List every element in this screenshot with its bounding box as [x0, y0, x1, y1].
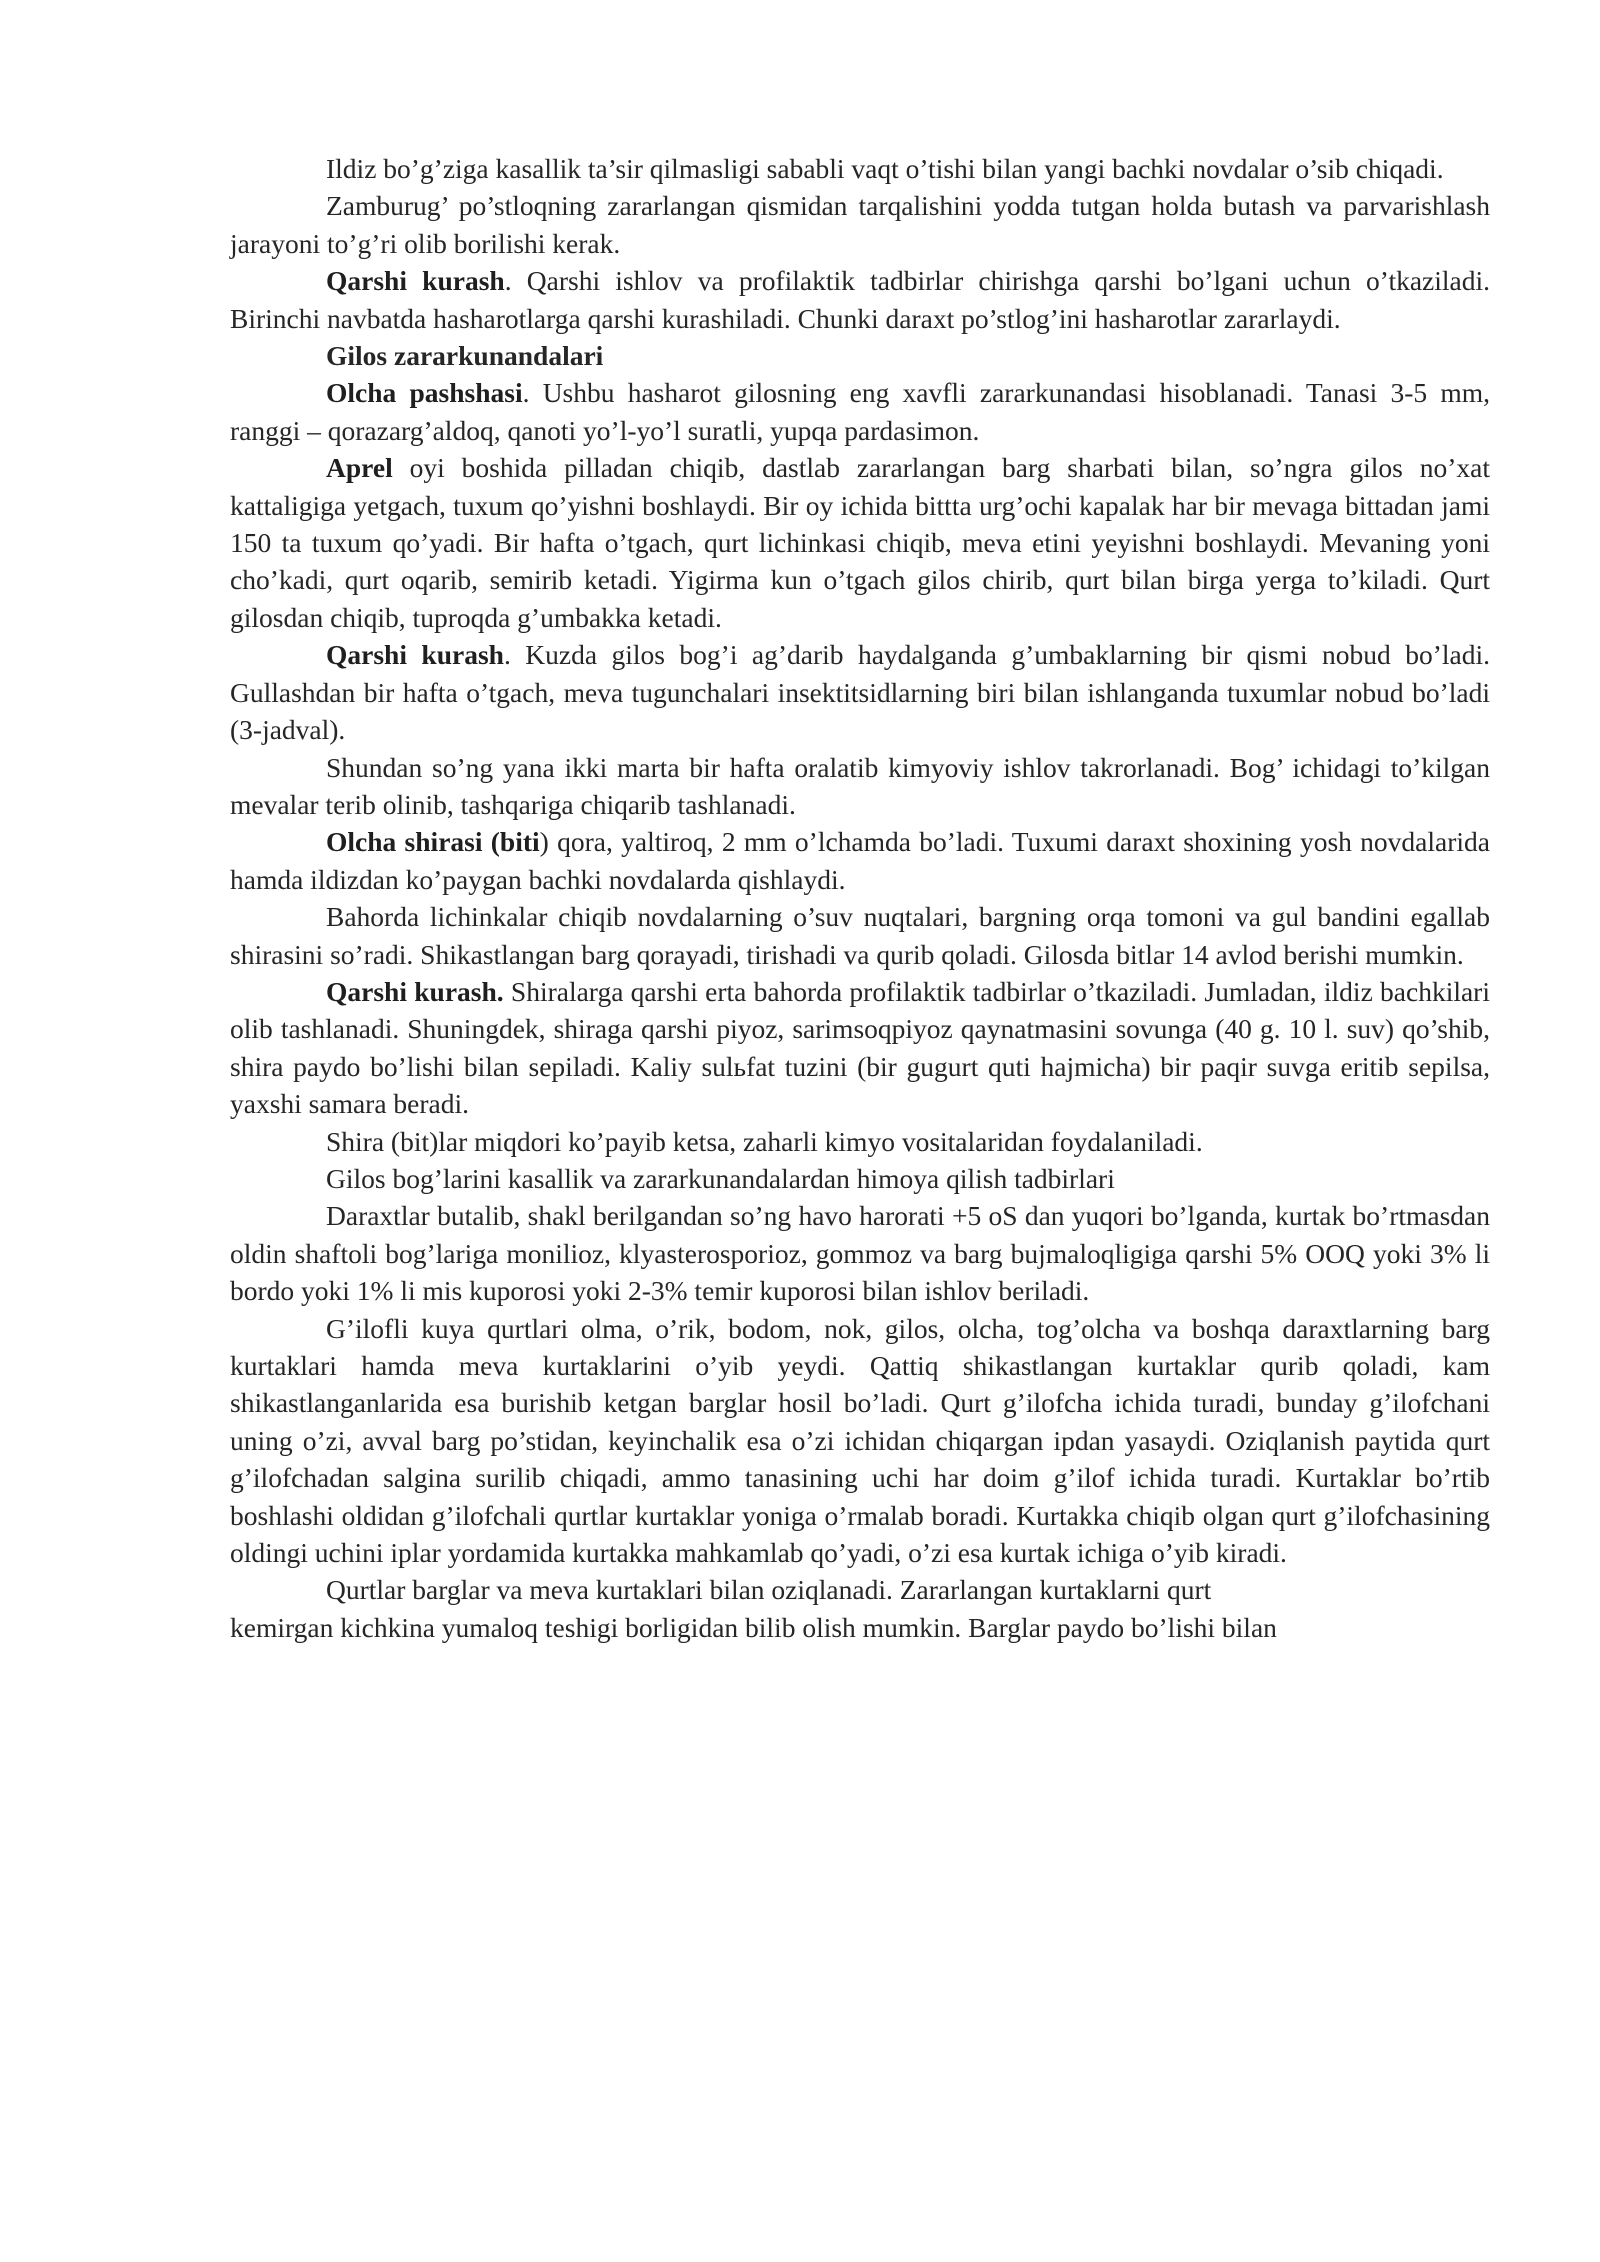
paragraph: Olcha shirasi (biti) qora, yaltiroq, 2 mm o’lchamda bo’ladi. Tuxumi daraxt shoxining yosh novdalarida hamda ildizdan ko’paygan bachki novdalarda qishlaydi. [230, 826, 1490, 895]
paragraph-lead: Olcha shirasi (biti [326, 826, 540, 858]
paragraph-lead: Aprel [326, 452, 393, 484]
paragraph: Daraxtlar butalib, shakl berilgandan so’ng havo harorati +5 oS dan yuqori bo’lganda, kurtak bo’rtmasdan oldin shaftoli bog’lariga monilioz, klyasterosporioz, gommoz va barg bujmaloqligiga qarshi 5% OOQ yoki 3% li bordo yoki 1% li mis kuporosi yoki 2-3% temir kuporosi bilan ishlov beriladi. [230, 1200, 1490, 1307]
paragraph: Aprel oyi boshida pilladan chiqib, dastlab zararlangan barg sharbati bilan, so’ngra gilos no’xat kattaligiga yetgach, tuxum qo’yishni boshlaydi. Bir oy ichida bittta urg’ochi kapalak har bir mevaga bittadan jami 150 ta tuxum qo’yadi. Bir hafta o’tgach, qurt lichinkasi chiqib, meva etini yeyishni boshlaydi. Mevaning yoni cho’kadi, qurt oqarib, semirib ketadi. Yigirma kun o’tgach gilos chirib, qurt bilan birga yerga to’kiladi. Qurt gilosdan chiqib, tuproqda g’umbakka ketadi. [230, 452, 1490, 633]
paragraph-lead: Qarshi kurash [326, 265, 505, 297]
paragraph: Zamburug’ po’stloqning zararlangan qismidan tarqalishini yodda tutgan holda butash va parvarishlash jarayoni to’g’ri olib borilishi kerak. [230, 190, 1490, 259]
paragraph-lead: Olcha pashshasi [326, 377, 523, 409]
paragraph: Qurtlar barglar va meva kurtaklari bilan oziqlanadi. Zararlangan kurtaklarni qurt [326, 1574, 1212, 1606]
paragraph: Gilos bog’larini kasallik va zararkunandalardan himoya qilish tadbirlari [326, 1162, 1115, 1194]
paragraph-lead: Qarshi kurash. [326, 975, 504, 1007]
document-page [230, 150, 1490, 1646]
paragraph: Qarshi kurash. Qarshi ishlov va profilaktik tadbirlar chirishga qarshi bo’lgani uchun o’tkaziladi. Birinchi navbatda hasharotlarga qarshi kurashiladi. Chunki daraxt po’stlog’ini hasharotlar zararlaydi. [230, 265, 1490, 334]
section-heading: Gilos zararkunandalari [326, 340, 604, 372]
paragraph-lead: Qarshi kurash [326, 639, 504, 671]
paragraph: Qarshi kurash. Shiralarga qarshi erta bahorda profilaktik tadbirlar o’tkaziladi. Jumladan, ildiz bachkilari olib tashlanadi. Shuningdek, shiraga qarshi piyoz, sarimsoqpiyoz qaynatmasini sovunga (40 g. 10 l. suv) qo’shib, shira paydo bo’lishi bilan sepiladi. Kaliy sulьfat tuzini (bir gugurt quti hajmicha) bir paqir suvga eritib sepilsa, yaxshi samara beradi. [230, 975, 1490, 1120]
paragraph: kemirgan kichkina yumaloq teshigi borligidan bilib olish mumkin. Barglar paydo bo’lishi bilan [230, 1611, 1277, 1643]
paragraph: Shira (bit)lar miqdori ko’payib ketsa, zaharli kimyo vositalaridan foydalaniladi. [326, 1125, 1203, 1157]
paragraph: Ildiz bo’g’ziga kasallik ta’sir qilmasligi sababli vaqt o’tishi bilan yangi bachki novdalar o’sib chiqadi. [326, 153, 1444, 184]
paragraph: Qarshi kurash. Kuzda gilos bog’i ag’darib haydalganda g’umbaklarning bir qismi nobud bo’ladi. Gullashdan bir hafta o’tgach, meva tugunchalari insektitsidlarning biri bilan ishlanganda tuxumlar nobud bo’ladi (3-jadval). [230, 639, 1490, 746]
paragraph: G’ilofli kuya qurtlari olma, o’rik, bodom, nok, gilos, olcha, tog’olcha va boshqa daraxtlarning barg kurtaklari hamda meva kurtaklarini o’yib yeydi. Qattiq shikastlangan kurtaklar qurib qoladi, kam shikastlanganlarida esa burishib ketgan barglar hosil bo’ladi. Qurt g’ilofcha ichida turadi, bunday g’ilofchani uning o’zi, avval barg po’stidan, keyinchalik esa o’zi ichidan chiqargan ipdan yasaydi. Oziqlanish paytida qurt g’ilofchadan salgina surilib chiqadi, ammo tanasining uchi har doim g’ilof ichida turadi. Kurtaklar bo’rtib boshlashi oldidan g’ilofchali qurtlar kurtaklar yoniga o’rmalab boradi. Kurtakka chiqib olgan qurt g’ilofchasining oldingi uchini iplar yordamida kurtakka mahkamlab qo’yadi, o’zi esa kurtak ichiga o’yib kiradi. [230, 1312, 1490, 1569]
paragraph: Bahorda lichinkalar chiqib novdalarning o’suv nuqtalari, bargning orqa tomoni va gul bandini egallab shirasini so’radi. Shikastlangan barg qorayadi, tirishadi va qurib qoladi. Gilosda bitlar 14 avlod berishi mumkin. [230, 901, 1490, 970]
paragraph: Shundan so’ng yana ikki marta bir hafta oralatib kimyoviy ishlov takrorlanadi. Bog’ ichidagi to’kilgan mevalar terib olinib, tashqariga chiqarib tashlanadi. [230, 751, 1490, 820]
paragraph: Olcha pashshasi. Ushbu hasharot gilosning eng xavfli zararkunandasi hisoblanadi. Tanasi 3-5 mm, ranggi – qorazarg’aldoq, qanoti yo’l-yo’l suratli, yupqa pardasimon. [230, 377, 1490, 446]
